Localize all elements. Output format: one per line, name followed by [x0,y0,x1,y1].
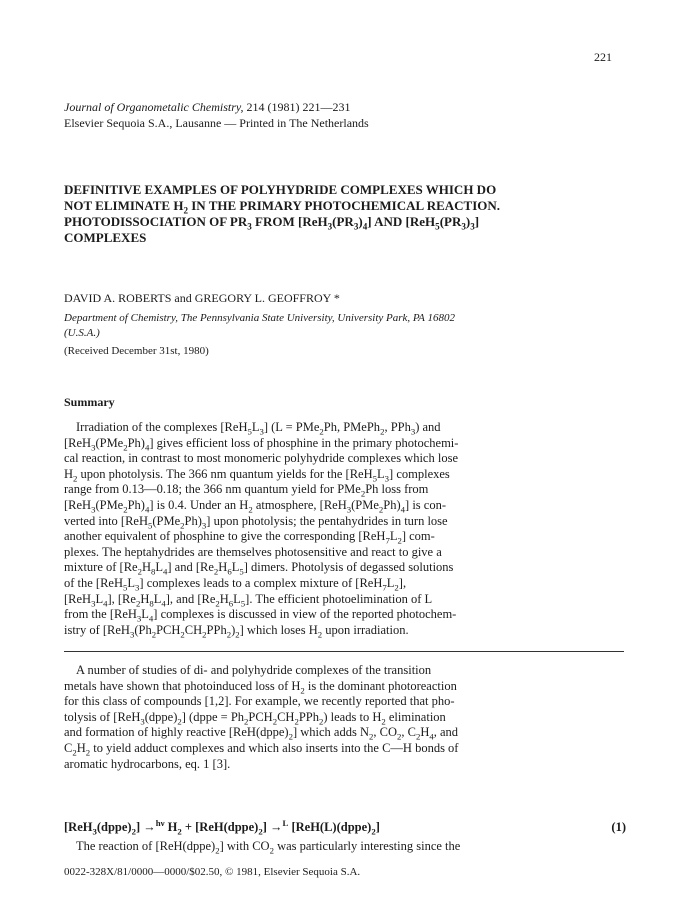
affiliation-line: Department of Chemistry, The Pennsylvania State University, University Park, PA 16802 [64,312,455,324]
summary-line: mixture of $[Re_2H_8L_4]$ and $[Re_2H_6L_5]$ dimers. Photolysis of degassed solutions [64,560,454,577]
page-number: 221 [594,50,612,64]
summary-line: istry of $[ReH_3(Ph_2PCH_2CH_2PPh_2)_2]$ which loses $H_2$ upon irradiation. [64,622,409,640]
body-line: $C_2H_2$ to yield adduct complexes and which also inserts into the C—H bonds of [64,740,459,758]
title-line: COMPLEXES [64,230,147,245]
equation-1 [64,817,626,837]
page-footer: 0022-328X/81/0000—0000/$02.50, © 1981, Elsevier Sequoia S.A. [64,866,361,878]
affiliation-line: (U.S.A.) [64,327,100,339]
body-line: for this class of compounds [1,2]. For example, we recently reported that pho- [64,694,455,709]
summary-line: $[ReH_3L_4]$, $[Re_2H_8L_4]$, and $[Re_2H_6L_5]$. The efficient photoelimination of L [64,591,433,609]
summary-line: verted into $[ReH_5(PMe_2Ph)_3]$ upon photolysis; the pentahydrides in turn lose [64,513,448,531]
journal-publisher: Elsevier Sequoia S.A., Lausanne — Printed in The Netherlands [64,116,369,130]
authors: DAVID A. ROBERTS and GREGORY L. GEOFFROY * [64,291,340,305]
summary-line: plexes. The heptahydrides are themselves photosensitive and react to give a [64,544,442,559]
summary-line: $[ReH_3(PMe_2Ph)_4]$ gives efficient loss of phosphine in the primary photochemi- [64,435,459,453]
equation-text: $[ReH_3(dppe)_2] \to^{h\nu}$ $H_2$ + $[ReH(dppe)_2] \to^L$ $[ReH(L)(dppe)_2]$ [64,817,380,837]
body-line: The reaction of $[ReH(dppe)_2]$ with $CO_2$ was particularly interesting since the [76,839,461,856]
body-text-continued [64,839,624,855]
equation-number: (1) [611,820,626,834]
title-line: PHOTODISSOCIATION OF $PR_3$ FROM $[ReH_3(PR_3)_4]$ AND $[ReH_5(PR_3)_3]$ [64,214,480,232]
section-divider [64,651,624,652]
journal-citation-line [64,99,369,115]
body-text [64,663,624,772]
body-line: metals have shown that photoinduced loss of $H_2$ is the dominant photoreaction [64,678,457,696]
summary-line: cal reaction, in contrast to most monomeric polyhydride complexes which lose [64,451,458,466]
body-line: and formation of highly reactive $[ReH(dppe)_2]$ which adds $N_2$, $CO_2$, $C_2H_4$, and [64,725,459,742]
article-title [64,182,624,246]
title-line: NOT ELIMINATE $H_2$ IN THE PRIMARY PHOTOCHEMICAL REACTION. [64,198,501,216]
body-line: A number of studies of di- and polyhydride complexes of the transition [76,663,432,677]
affiliation [64,311,624,341]
journal-header [64,99,369,131]
summary-line: Irradiation of the complexes $[ReH_5L_3] (L = PMe_2Ph$, PMePh$_2$, PPh$_3$) and [76,420,441,437]
summary-line: of the $[ReH_5L_3]$ complexes leads to a complex mixture of $[ReH_7L_2]$, [64,575,407,593]
title-line: DEFINITIVE EXAMPLES OF POLYHYDRIDE COMPLEXES WHICH DO [64,182,497,197]
journal-name: Journal of Organometalic Chemistry, [64,100,244,114]
body-line: aromatic hydrocarbons, eq. 1 [3]. [64,756,231,771]
summary-line: $H_2$ upon photolysis. The 366 nm quantum yields for the $[ReH_5L_3]$ complexes [64,466,450,484]
received-date: (Received December 31st, 1980) [64,345,209,357]
summary-line: range from 0.13—0.18; the 366 nm quantum yield for PMe$_2$Ph loss from [64,482,429,499]
journal-citation: 214 (1981) 221—231 [246,100,351,114]
body-line: tolysis of $[ReH_3(dppe)_2]$ (dppe = $Ph_2PCH_2CH_2PPh_2$) leads to $H_2$ elimination [64,709,446,727]
summary-heading: Summary [64,395,115,409]
summary-text [64,420,624,638]
summary-line: another equivalent of phosphine to give the corresponding $[ReH_7L_2]$ com- [64,529,435,546]
summary-line: from the $[ReH_3L_4]$ complexes is discussed in view of the reported photochem- [64,607,457,624]
summary-line: $[ReH_3(PMe_2Ph)_4]$ is 0.4. Under an $H_2$ atmosphere, $[ReH_3(PMe_2Ph)_4]$ is con- [64,497,447,515]
